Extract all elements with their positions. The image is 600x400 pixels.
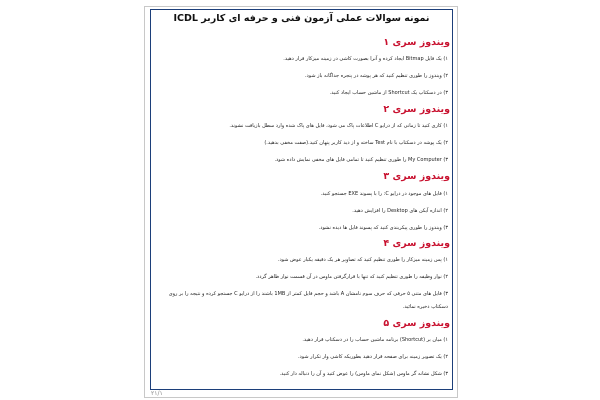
question-item: ۲) یک پوشه در دسکتاپ با نام Test ساخته و از دید کاربر پنهان کنید.(صفت مخفی بدهید.) [264,140,448,146]
question-item: ۳) در دسکتاپ یک Shortcut از ماشین حساب ایجاد کنید. [329,90,448,96]
question-item: ۲) اندازه آیکن های Desktop را افزایش دهید. [352,208,448,214]
question-item: ۳) شکل نشانه گر ماوس (شکل نمای ماوس) را عوض کنید و آن را دنباله دار کنید. [279,371,448,377]
question-item: ۳) فایل های متنی ۵ حرفی که حرف سوم نامشان A باشد و حجم فایل کمتر از 1MB باشند را از درایو C جستجو کرده و نتیجه را بر روی دسکتاپ ذخیره نمائید. [168,291,448,310]
section-heading: ویندوز سری ۴ [383,238,450,249]
question-item: ۲) ویندوز را طوری تنظیم کنید که هر پوشه در پنجره جداگانه باز شود. [304,73,448,79]
question-item: ۲) نوار وظیفه را طوری تنظیم کنید که تنها با قرارگرفتن ماوس در آن قسمت نوار ظاهر گردد. [255,274,448,280]
question-item: ۱) کاری کنید تا زمانی که از درایو C اطلاعات پاک می شود، فایل های پاک شده وارد سطل بازیافت نشوند. [229,123,448,129]
section-heading: ویندوز سری ۵ [383,318,450,329]
question-item: ۳) ویندوز را طوری پیکربندی کنید که پسوند فایل ها دیده نشود. [318,225,448,231]
question-item: ۳) My Computer را طوری تنظیم کنید تا تمامی فایل های مخفی نمایش داده شود. [274,157,448,163]
section-heading: ویندوز سری ۳ [383,171,450,182]
question-item: ۱) یک فایل Bitmap ایجاد کرده و آنرا بصورت کاشی در زمینه میزکار قرار دهید. [283,56,448,62]
question-item: ۱) پس زمینه میزکار را طوری تنظیم کنید که تصاویر هر یک دقیقه یکبار عوض شود. [277,257,448,263]
question-item: ۱) میان بر (Shortcut) برنامه ماشین حساب را در دسکتاپ قرار دهید. [302,337,448,343]
section-heading: ویندوز سری ۱ [383,37,450,48]
page-number: ۲۱/۱ [151,390,163,397]
question-item: ۱) فایل های موجود در درایو C: را با پسوند EXE جستجو کنید. [320,191,448,197]
question-item: ۲) یک تصویر زمینه برای صفحه قرار دهید بطوریکه کاشی وار تکرار شود. [297,354,448,360]
document-title: نمونه سوالات عملی آزمون فنی و حرفه ای کاربر ICDL [173,13,430,24]
section-heading: ویندوز سری ۲ [383,104,450,115]
